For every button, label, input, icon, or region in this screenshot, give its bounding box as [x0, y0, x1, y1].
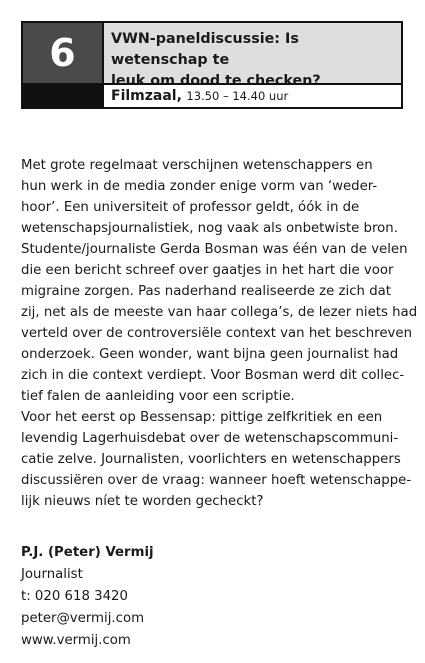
session-meta — [102, 83, 401, 107]
contact-email: peter@vermij.com — [21, 611, 145, 626]
session-number: 6 — [23, 23, 102, 83]
description-line: onderzoek. Geen wonder, want bijna geen journalist had — [21, 347, 399, 362]
description-line: Studente/journaliste Gerda Bosman was één van de velen — [21, 242, 408, 257]
description-line: lijk nieuws níet te worden gecheckt? — [21, 494, 264, 509]
contact-name: P.J. (Peter) Vermij — [21, 545, 154, 560]
session-title-line: VWN-paneldiscussie: Is wetenschap te — [111, 31, 299, 68]
description-line: Voor het eerst op Bessensap: pittige zelfkritiek en een — [21, 410, 383, 425]
contact-website: www.vermij.com — [21, 633, 131, 648]
contact-role: Journalist — [21, 567, 83, 582]
session-venue: Filmzaal, — [111, 88, 182, 104]
session-title-line: leuk om dood te checken? — [111, 73, 321, 89]
description-line: die een bericht schreef over gaatjes in het hart die voor — [21, 263, 394, 278]
description-line: hoor’. Een universiteit of professor geldt, óók in de — [21, 200, 360, 215]
description-line: levendig Lagerhuisdebat over de wetenschapscommuni- — [21, 431, 399, 446]
description-line: verteld over de controversiële context van het beschreven — [21, 326, 412, 341]
session-time: 13.50 – 14.40 uur — [186, 89, 289, 103]
description-line: hun werk in de media zonder enige vorm van ‘weder- — [21, 179, 378, 194]
description-line: wetenschapsjournalistiek, nog vaak als onbetwiste bron. — [21, 221, 398, 236]
description-line: zich in die context verdiept. Voor Bosman werd dit collec- — [21, 368, 405, 383]
description-line: catie zelve. Journalisten, voorlichters en wetenschappers — [21, 452, 401, 467]
description-line: migraine zorgen. Pas naderhand realiseerde ze zich dat — [21, 284, 391, 299]
description-line: discussiëren over de vraag: wanneer hoeft wetenschappe- — [21, 473, 412, 488]
session-number-footer — [23, 83, 102, 107]
description-line: zij, net als de meeste van haar collega’s, de lezer niets had — [21, 305, 418, 320]
session-description — [21, 155, 418, 512]
description-line: Met grote regelmaat verschijnen wetenschappers en — [21, 158, 373, 173]
description-line: tief falen de aanleiding voor een scriptie. — [21, 389, 295, 404]
session-header — [21, 21, 403, 109]
contact-phone: t: 020 618 3420 — [21, 589, 128, 604]
contact-block — [21, 542, 321, 652]
session-title — [102, 23, 401, 89]
